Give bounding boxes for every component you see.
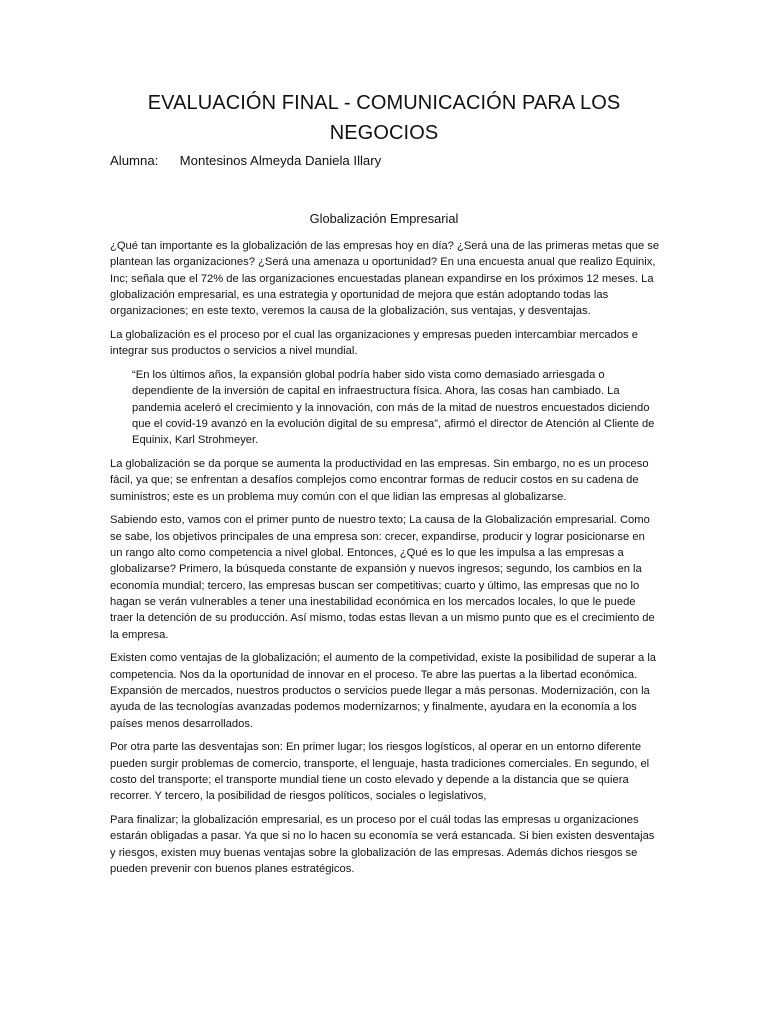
- student-line: [110, 152, 381, 170]
- student-label: Alumna:: [110, 153, 159, 168]
- paragraph-intro: ¿Qué tan importante es la globalización de las empresas hoy en día? ¿Será una de las primeras metas que se plantean las organizaciones? ¿Será una amenaza u oportunidad? En una encuesta anual que realizo Equinix, Inc; señala que el 72% de las organizaciones encuestadas planean expandirse en los próximos 12 meses. La globalización empresarial, es una estrategia y oportunidad de mejora que están adoptando todas las organizaciones; en este texto, veremos la causa de la globalización, sus ventajas, y desventajas.: [110, 240, 660, 318]
- title-line-2: NEGOCIOS: [329, 122, 439, 144]
- paragraph-causes: Sabiendo esto, vamos con el primer punto de nuestro texto; La causa de la Globalización empresarial. Como se sabe, los objetivos principales de una empresa son: crecer, expandirse, producir y lograr posicionarse en un rango alto como competencia a nivel global. Entonces, ¿Qué es lo que les impulsa a las empresas a globalizarse? Primero, la búsqueda constante de expansión y nuevos ingresos; segundo, los cambios en la economía mundial; tercero, las empresas buscan ser competitivas; cuarto y último, las empresas que no lo hagan se verán vulnerables a tener una inestabilidad económica en los mercados locales, lo que le puede traer la detención de su producción. Así mismo, todas estas llevan a un mismo punto que es el crecimiento de la empresa.: [110, 514, 655, 641]
- paragraph-advantages: Existen como ventajas de la globalización; el aumento de la competividad, existe la posibilidad de superar a la competencia. Nos da la oportunidad de innovar en el proceso. Te abre las puertas a la libertad económica. Expansión de mercados, nuestros productos o servicios puede llegar a más personas. Modernización, con la ayuda de las tecnologías avanzadas podemos modernizarnos; y finalmente, ayudara en la economía a los países menos desarrollados.: [110, 652, 657, 730]
- paragraph-quote: “En los últimos años, la expansión global podría haber sido vista como demasiado arriesgada o dependiente de la inversión de capital en infraestructura física. Ahora, las cosas han cambiado. La pandemia aceleró el crecimiento y la innovación, con más de la mitad de nuestros encuestados diciendo que el covid-19 avanzó en la evolución digital de su empresa”, afirmó el director de Atención al Cliente de Equinix, Karl Strohmeyer.: [132, 369, 655, 447]
- paragraph-definition: La globalización es el proceso por el cual las organizaciones y empresas pueden intercambiar mercados e integrar sus productos o servicios a nivel mundial.: [110, 328, 638, 358]
- title-line-1: EVALUACIÓN FINAL - COMUNICACIÓN PARA LOS: [147, 92, 621, 114]
- paragraph-why: La globalización se da porque se aumenta la productividad en las empresas. Sin embargo, no es un proceso fácil, ya que; se enfrentan a desafíos complejos como encontrar formas de reducir costos en su cadena de suministros; este es un problema muy común con el que lidian las empresas al globalizarse.: [110, 458, 649, 503]
- student-name: Montesinos Almeyda Daniela Illary: [179, 153, 382, 168]
- essay-subtitle: Globalización Empresarial: [309, 211, 459, 226]
- document-title: [120, 88, 648, 148]
- essay-body: [110, 238, 660, 885]
- paragraph-conclusion: Para finalizar; la globalización empresarial, es un proceso por el cuál todas las empresas u organizaciones estarán obligadas a pasar. Ya que si no lo hacen su economía se verá estancada. Si bien existen desventajas y riesgos, existen muy buenas ventajas sobre la globalización de las empresas. Además dichos riesgos se pueden prevenir con buenos planes estratégicos.: [110, 814, 655, 875]
- paragraph-disadvantages: Por otra parte las desventajas son: En primer lugar; los riesgos logísticos, al operar en un entorno diferente pueden surgir problemas de comercio, transporte, el lenguaje, hasta tradiciones comerciales. En segundo, el costo del transporte; el transporte mundial tiene un costo elevado y depende a la distancia que se quiera recorrer. Y tercero, la posibilidad de riesgos políticos, sociales o legislativos,: [110, 741, 650, 803]
